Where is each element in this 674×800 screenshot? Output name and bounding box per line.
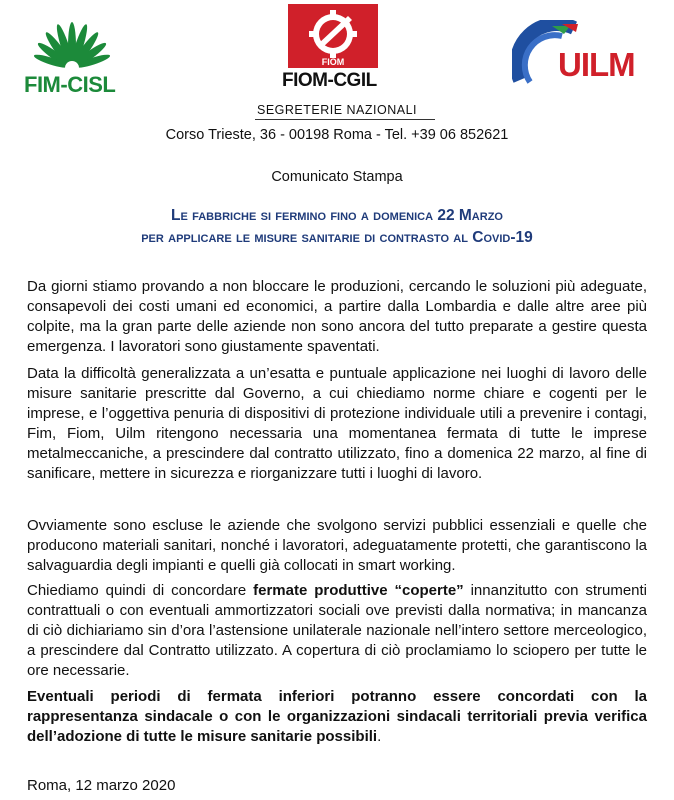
paragraph-4 [27, 581, 647, 681]
segreterie-nazionali: SEGRETERIE NAZIONALI [256, 103, 418, 117]
fiom-cgil-label: FIOM-CGIL [282, 70, 377, 91]
document-title [0, 205, 674, 249]
fiom-badge-text: FIOM [321, 57, 345, 67]
paragraph-5-bold: Eventuali periodi di fermata inferiori potranno essere concordati con la rappresentanza sindacale o con le organizzazioni sindacali territoriali previa verifica dell’adozione di tutte le misure sanitarie possibili [27, 688, 647, 745]
paragraph-4-end: innanzitutto con strumenti contrattuali o con eventuali ammortizzatori sociali ove previsti dalla normativa; in mancanza di ciò dichiariamo sin d’ora l’astensione unilaterale nazionale nell’intero settore merceologico, a prescindere dal Contratto utilizzato. A copertura di ciò proclamiamo lo sciopero per tutte le ore necessarie. [27, 582, 648, 679]
paragraph-3: Ovviamente sono escluse le aziende che svolgono servizi pubblici essenziali e quelle che producono materiali sanitari, nonché i lavoratori, adeguatamente protetti, che garantiscono la salvaguardia degli impianti e quelli già collocati in smart working. [27, 517, 647, 574]
header-divider [255, 119, 435, 120]
address-line: Corso Trieste, 36 - 00198 Roma - Tel. +39 06 852621 [165, 127, 509, 143]
paragraph-4-bold: fermate produttive “coperte” [253, 582, 464, 599]
fim-cisl-flower-icon [22, 10, 122, 72]
fim-cisl-logo [22, 10, 122, 100]
title-line-1: Le fabbriche si fermino fino a domenica 22 Marzo [171, 207, 503, 224]
fiom-gear-icon [288, 4, 378, 68]
paragraph-5-end: . [377, 728, 382, 745]
place-date: Roma, 12 marzo 2020 [27, 777, 176, 794]
uilm-logo [512, 16, 647, 96]
fiom-cgil-logo [282, 4, 386, 96]
title-line-2: per applicare le misure sanitarie di contrasto al Covid-19 [141, 229, 533, 246]
fim-cisl-label: FIM-CISL [24, 72, 116, 97]
paragraph-5 [27, 687, 647, 747]
paragraph-2: Data la difficoltà generalizzata a un’esatta e puntuale applicazione nei luoghi di lavoro delle misure sanitarie prescritte dal Governo, a cui chiediamo norme chiare e cogenti per le imprese, e l’oggettiva penuria di dispositivi di protezione individuale utili a prevenire i contagi, Fim, Fiom, Uilm ritengono necessaria una momentanea fermata di tutte le imprese metalmeccaniche, a prescindere dal contratto utilizzato, fino a domenica 22 marzo, al fine di sanificare, mettere in sicurezza e riorganizzare tutti i luoghi di lavoro. [27, 365, 647, 482]
paragraph-4-start: Chiediamo quindi di concordare [27, 582, 254, 599]
document-type: Comunicato Stampa [271, 169, 403, 185]
uilm-label: UILM [558, 46, 635, 83]
paragraph-1: Da giorni stiamo provando a non bloccare le produzioni, cercando le soluzioni più adeguate, consapevoli dei costi umani ed economici, a partire dalla Lombardia e dalle altre aree più colpite, ma la gran parte delle aziende non sono ancora del tutto preparate a gestire questa emergenza. I lavoratori sono giustamente spaventati. [27, 278, 647, 355]
